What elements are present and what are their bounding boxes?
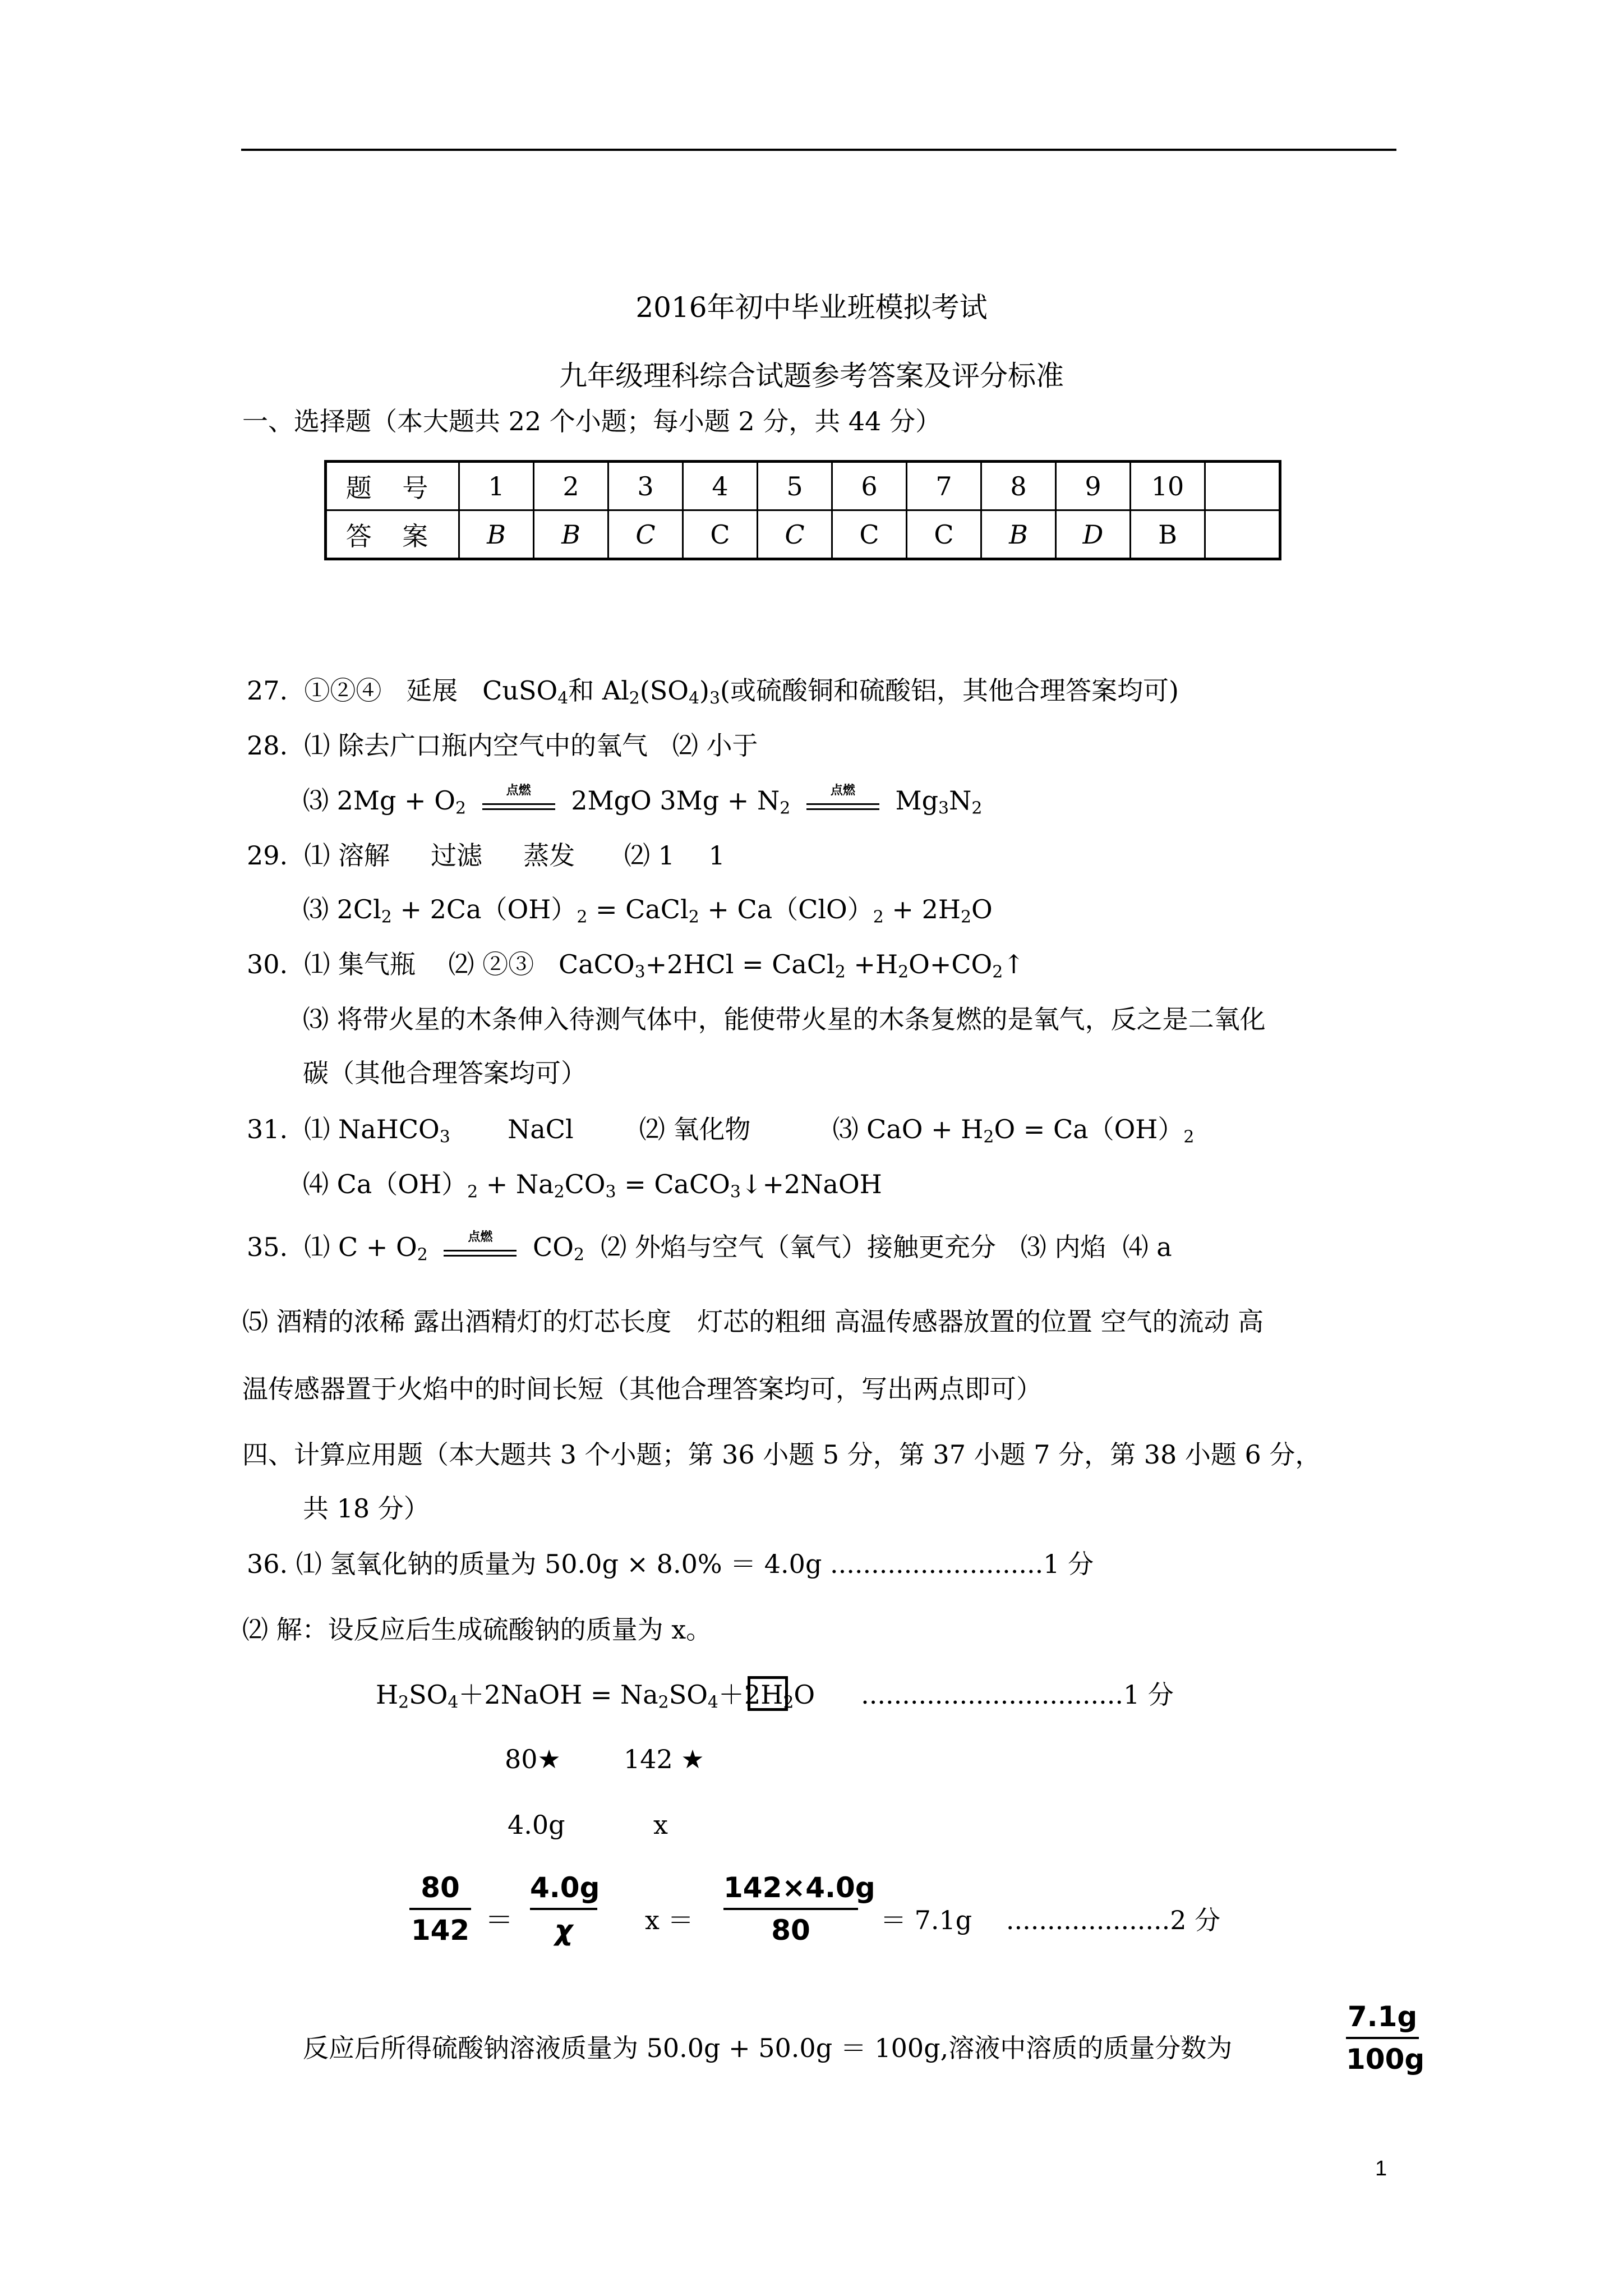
molar-mass-2: 142 ★ xyxy=(624,1744,704,1774)
table-cell: B xyxy=(534,510,608,559)
q27-answer-2: 延展 xyxy=(406,675,458,706)
section-1-heading: 一、选择题（本大题共 22 个小题；每小题 2 分，共 44 分） xyxy=(242,406,942,436)
q29-line-1: 29. ⑴ 溶解 过滤 蒸发 ⑵ 1 1 xyxy=(247,840,725,871)
table-cell: 1 xyxy=(459,462,534,510)
q35-line-3: 温传感器置于火焰中的时间长短（其他合理答案均可，写出两点即可） xyxy=(242,1374,1042,1404)
q30-line-2: ⑶ 将带火星的木条伸入待测气体中，能使带火星的木条复燃的是氧气，反之是二氧化 xyxy=(303,1004,1266,1034)
table-row-numbers xyxy=(326,462,1280,510)
q28-line-1 xyxy=(247,730,758,761)
q36-line-2: ⑵ 解：设反应后生成硫酸钠的质量为 x。 xyxy=(242,1614,712,1645)
q29-line-2: ⑶ $2Cl_2 + 2Ca(OH)_2$ = CaCl$_2$ + $Ca(ClO)_2 + 2H_2O$ xyxy=(303,894,993,927)
table-cell: B xyxy=(981,510,1056,559)
reaction-condition: 点燃 xyxy=(806,790,879,816)
exam-subtitle: 九年级理科综合试题参考答案及评分标准 xyxy=(559,360,1064,392)
q28-part-2: ⑵ 小于 xyxy=(672,730,758,761)
exam-title: 2016年初中毕业班模拟考试 xyxy=(635,291,988,324)
q31-line-2: ⑷ $Ca(OH)_2 + Na_2CO_3$ = CaCO$_3$↓+2NaOH xyxy=(303,1169,882,1202)
table-cell: 8 xyxy=(981,462,1056,510)
page-number: 1 xyxy=(1375,2157,1387,2180)
q27-answer-1: ①②④ xyxy=(304,675,382,706)
table-cell: C xyxy=(683,510,758,559)
table-cell: 9 xyxy=(1056,462,1131,510)
marked-box xyxy=(748,1676,788,1711)
table-cell: 6 xyxy=(832,462,907,510)
mass-unknown: x xyxy=(653,1810,668,1840)
answer-table xyxy=(324,460,1281,560)
fraction-1: 80 142 xyxy=(409,1871,471,1947)
q36-line-1: 36. ⑴ 氢氧化钠的质量为 50.0g × 8.0% ＝ 4.0g ..........................1 分 xyxy=(247,1549,1094,1579)
q30-line-3: 碳（其他合理答案均可） xyxy=(303,1058,587,1088)
fraction-4: 7.1g 100g xyxy=(1346,2000,1425,2076)
table-cell: 2 xyxy=(534,462,608,510)
q27-answer-3: CuSO$_4$和 $Al_2(SO_4)_3$(或硫酸铜和硫酸铝，其他合理答案均可) xyxy=(482,675,1179,708)
section-4-heading-cont: 共 18 分） xyxy=(303,1493,430,1524)
table-cell: B xyxy=(1131,510,1205,559)
q27-line xyxy=(247,675,1179,708)
table-cell: 5 xyxy=(758,462,832,510)
table-cell xyxy=(1205,462,1280,510)
q28-part-1: ⑴ 除去广口瓶内空气中的氧气 xyxy=(304,730,648,761)
reaction-condition: 点燃 xyxy=(444,1236,517,1262)
table-cell: C xyxy=(832,510,907,559)
table-cell: C xyxy=(758,510,832,559)
fraction-3: 142×4.0g 80 xyxy=(723,1871,875,1947)
fraction-2: 4.0g χ xyxy=(530,1871,600,1947)
reaction-condition: 点燃 xyxy=(482,790,555,816)
q28-number: 28. xyxy=(247,730,288,761)
table-cell: C xyxy=(907,510,981,559)
mass-known: 4.0g xyxy=(508,1810,565,1840)
table-cell: 10 xyxy=(1131,462,1205,510)
q36-result: ＝ 7.1g ....................2 分 xyxy=(880,1905,1221,1935)
q35-line-2: ⑸ 酒精的浓稀 露出酒精灯的灯芯长度 灯芯的粗细 高温传感器放置的位置 空气的流动 高 xyxy=(242,1306,1264,1337)
table-row-answers xyxy=(326,510,1280,559)
equals-sign: ＝ xyxy=(485,1904,513,1936)
section-4-heading: 四、计算应用题（本大题共 3 个小题；第 36 小题 5 分，第 37 小题 7 分，第 38 小题 6 分， xyxy=(242,1439,1321,1470)
q28-line-2: ⑶ $2Mg + O_2$ 点燃 2MgO $3Mg + N_2$ 点燃 $Mg_3N_2$ xyxy=(303,783,983,818)
table-cell: D xyxy=(1056,510,1131,559)
q36-equation: $H_2SO_4+2NaOH = Na_2SO_4+2H_2O$ ................................1 分 xyxy=(376,1680,1174,1713)
q30-line-1: 30. ⑴ 集气瓶 ⑵ ②③ CaCO$_3$+2HCl = CaCl$_2$ $+H_2O+CO_2↑$ xyxy=(247,949,1025,982)
q35-line-1: 35. ⑴ $C + O_2$ 点燃 $CO_2$ ⑵ 外焰与空气（氧气）接触更充分 ⑶ 内焰 ⑷ a xyxy=(247,1230,1172,1265)
table-cell xyxy=(1205,510,1280,559)
q36-last-line: 反应后所得硫酸钠溶液质量为 50.0g + 50.0g ＝ 100g,溶液中溶质的质量分数为 xyxy=(303,2033,1233,2063)
q27-number: 27. xyxy=(247,675,288,706)
molar-mass-1: 80★ xyxy=(505,1744,561,1774)
x-equals: x ＝ xyxy=(645,1905,694,1935)
table-cell: B xyxy=(459,510,534,559)
table-cell: 4 xyxy=(683,462,758,510)
row-label-number: 题 号 xyxy=(326,462,459,510)
table-cell: 3 xyxy=(608,462,683,510)
row-label-answer: 答 案 xyxy=(326,510,459,559)
table-cell: 7 xyxy=(907,462,981,510)
q31-line-1: 31. ⑴ NaHCO$_3$ NaCl ⑵ 氧化物 ⑶ CaO + $H_2O = Ca(OH)_2$ xyxy=(247,1114,1195,1147)
top-rule xyxy=(241,149,1396,151)
table-cell: C xyxy=(608,510,683,559)
